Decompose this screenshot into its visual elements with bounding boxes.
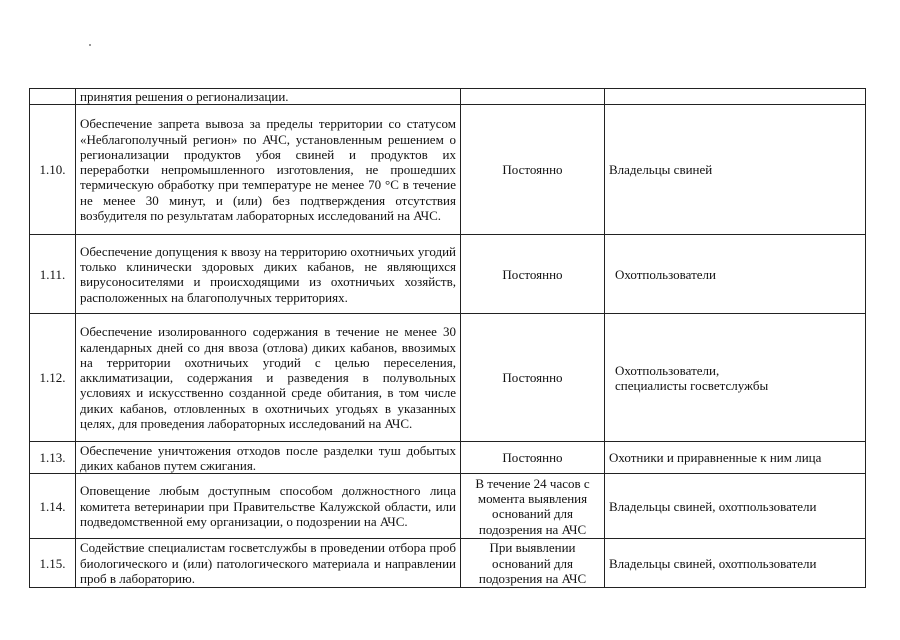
- measure-description: Обеспечение уничтожения отходов после разделки туш добытых диких кабанов путем сжигания.: [76, 442, 461, 474]
- table-row: [30, 539, 866, 588]
- term-line: момента выявления: [477, 491, 588, 506]
- responsible-line: Охотники и приравненные к ним лица: [609, 450, 822, 466]
- measure-description: Обеспечение запрета вывоза за пределы территории со статусом «Неблагополучный регион» по АЧС, установленным решением о регионализации продуктов убоя свиней и продуктов их переработки непромышленного изготовления, не прошедших термическую обработку при температуре не менее 70 °С в течение не менее 30 минут, и (или) без подтверждения отсутствия возбудителя по результатам лабораторных исследований на АЧС.: [76, 105, 461, 235]
- term-line: подозрения на АЧС: [478, 570, 587, 586]
- row-number: 1.14.: [30, 474, 76, 539]
- measure-description: принятия решения о регионализации.: [76, 89, 461, 105]
- table-row: [30, 235, 866, 314]
- measure-responsible: [605, 235, 866, 314]
- term-line: Постоянно: [502, 162, 563, 178]
- measure-responsible: [605, 474, 866, 539]
- table-body: [30, 89, 866, 588]
- table-row: [30, 105, 866, 235]
- term-line: При выявлении: [489, 540, 576, 556]
- term-line: оснований для: [492, 506, 573, 522]
- row-number: 1.11.: [30, 235, 76, 314]
- measure-responsible: [605, 105, 866, 235]
- measure-responsible: [605, 314, 866, 442]
- measure-responsible: [605, 539, 866, 588]
- term-line: оснований для: [492, 555, 573, 571]
- measure-term: [461, 235, 605, 314]
- row-number: 1.12.: [30, 314, 76, 442]
- table-row: [30, 442, 866, 474]
- term-line: В течение 24 часов с: [475, 475, 590, 491]
- row-number: 1.10.: [30, 105, 76, 235]
- measure-term: [461, 442, 605, 474]
- measure-description: Содействие специалистам госветслужбы в проведении отбора проб биологического и (или) патологического материала и направлении проб в лабораторию.: [76, 539, 461, 588]
- responsible-line: Владельцы свиней, охотпользователи: [609, 498, 817, 514]
- measure-description: Обеспечение изолированного содержания в течение не менее 30 календарных дней со дня ввоза (отлова) диких кабанов, ввозимых на территории охотничьих угодий с целью переселения, акклиматизации, содержания и разведения в полувольных условиях и искусственно созданной среде обитания, в том числе диких кабанов, отловленных в охотничьих угодьях в указанных целях, для проведения лабораторных исследований на АЧС.: [76, 314, 461, 442]
- measure-term: [461, 89, 605, 105]
- table-row: [30, 89, 866, 105]
- measure-term: [461, 474, 605, 539]
- measure-responsible: [605, 89, 866, 105]
- responsible-line: Владельцы свиней, охотпользователи: [609, 555, 817, 571]
- table-row: [30, 314, 866, 442]
- measure-term: [461, 314, 605, 442]
- responsible-line: специалисты госветслужбы: [615, 377, 769, 393]
- scan-speck: [89, 44, 91, 46]
- measure-term: [461, 105, 605, 235]
- term-line: Постоянно: [502, 450, 563, 466]
- responsible-line: Охотпользователи,: [615, 362, 720, 378]
- table-row: [30, 474, 866, 539]
- term-line: Постоянно: [502, 370, 563, 386]
- measure-term: [461, 539, 605, 588]
- measures-table: [29, 88, 866, 588]
- measure-responsible: [605, 442, 866, 474]
- measure-description: Обеспечение допущения к ввозу на территорию охотничьих угодий только клинически здоровых диких кабанов, не являющихся вирусоносителями и происходящими из охотничьих хозяйств, расположенных на благополучных территориях.: [76, 235, 461, 314]
- measure-description: Оповещение любым доступным способом должностного лица комитета ветеринарии при Правительстве Калужской области, или подведомственной ему организации, о подозрении на АЧС.: [76, 474, 461, 539]
- row-number: [30, 89, 76, 105]
- row-number: 1.13.: [30, 442, 76, 474]
- term-line: подозрения на АЧС: [478, 521, 587, 537]
- term-line: Постоянно: [502, 266, 563, 282]
- responsible-line: Охотпользователи: [615, 266, 716, 282]
- responsible-line: Владельцы свиней: [609, 162, 713, 178]
- row-number: 1.15.: [30, 539, 76, 588]
